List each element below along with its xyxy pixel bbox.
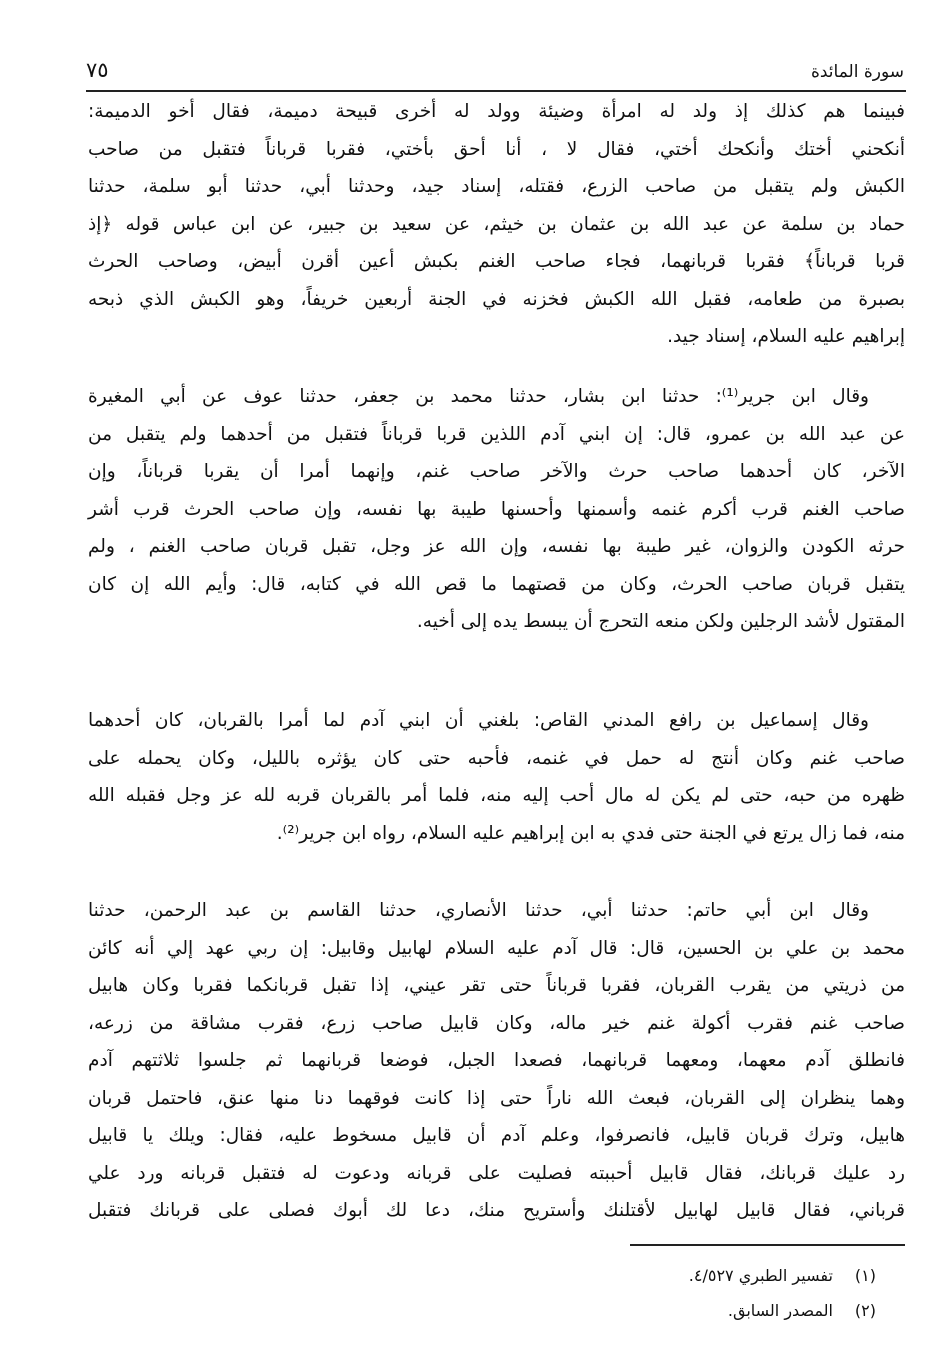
footnote-1	[689, 1266, 876, 1285]
footnote-text: تفسير الطبري ٤/٥٢٧.	[688, 1266, 833, 1285]
text-line: منه، فما زال يرتع في الجنة حتى فدي به ابن إبراهيم عليه السلام، رواه ابن جرير⁽²⁾.	[276, 822, 905, 844]
text-line: إبراهيم عليه السلام، إسناد جيد.	[667, 326, 905, 347]
text-line: قرباني، فقال قابيل لهابيل لأقتلنك وأستريح منك، دعا لك أبوك فصلى على قربانك فتقبل	[88, 1200, 905, 1221]
text-line: رد عليك قربانك، فقال قابيل أحببته فصليت على قربانه ودعوت له فتقبل قربانه ورد علي	[88, 1162, 905, 1184]
text-line: فانطلق آدم معهما، ومعهما قربانهما، فصعدا الجبل، فوضعا قربانهما ثم جلسوا ثلاثتهم آدم	[88, 1050, 905, 1071]
paragraph-1	[88, 93, 905, 356]
text-line: فبينما هم كذلك إذ ولد له امرأة وضيئة وولد له أخرى قبيحة دميمة، فقال أخو الدميمة:	[88, 101, 905, 122]
text-line: عن عبد الله بن عمرو، قال: إن ابني آدم اللذين قربا قرباناً فتقبل من أحدهما ولم يتقبل من	[88, 423, 905, 445]
page-number: ٧٥	[86, 58, 109, 82]
text-line: وقال ابن جرير⁽¹⁾: حدثنا ابن بشار، حدثنا محمد بن جعفر، حدثنا عوف عن أبي المغيرة	[88, 386, 869, 407]
text-line: أنكحني أختك وأنكحك أختي، فقال لا ، أنا أحق بأختي، فقربا قرباناً فتقبل من صاحب	[88, 138, 905, 160]
text-line: الكبش ولم يتقبل من صاحب الزرع، فقتله، إسناد جيد، وحدثنا أبي، حدثنا أبو سلمة، حدثنا	[88, 176, 905, 197]
text-line: من ذريتي من يقرب القربان، فقربا قرباناً حتى تقر عيني، إذا تقبل قربانكما فقربا وكان هابيل	[88, 975, 905, 996]
text-line: وهما ينظران إلى القربان، فبعث الله ناراً حتى إذا كانت فوقهما دنا منها عنق، فاحتمل قربان	[88, 1087, 905, 1109]
footnote-marker: (١)	[854, 1266, 876, 1285]
footnote-divider	[630, 1244, 905, 1246]
text-line: صاحب غنم فقرب أكولة غنم خير ماله، وكان قابيل صاحب زرع، فقرب مشاقة من زرعه،	[88, 1012, 905, 1034]
text-line: بصبرة من طعامه، فقبل الله الكبش فخزنه في الجنة أربعين خريفاً، وهو الكبش الذي ذبحه	[88, 288, 905, 310]
header-divider	[86, 90, 906, 92]
paragraph-2	[88, 378, 905, 641]
text-line: محمد بن علي بن الحسين، قال: قال آدم عليه السلام لهابيل وقابيل: إن ربي عهد إلي أنه كائن	[88, 937, 905, 959]
text-line: يتقبل قربان صاحب الحرث، وكان من قصتهما ما قص الله في كتابه، قال: وأيم الله إن كان	[88, 573, 905, 595]
paragraph-3	[88, 702, 905, 852]
text-line: الآخر، كان أحدهما صاحب حرث والآخر صاحب غنم، وإنهما أمرا أن يقربا قرباناً، وإن	[88, 461, 905, 482]
footnote-text: المصدر السابق.	[727, 1301, 833, 1320]
text-line: قربا قرباناً﴾ فقربا قربانهما، فجاء صاحب الغنم بكبش أعين أقرن أبيض، وصاحب الحرث	[88, 251, 905, 272]
footnote-marker: (٢)	[854, 1301, 876, 1320]
paragraph-4	[88, 892, 905, 1230]
text-line: صاحب الغنم قرب أكرم غنمه وأسمنها وأحسنها طيبة بها نفسه، وإن صاحب الحرث قرب أشر	[88, 498, 905, 520]
text-line: وقال إسماعيل بن رافع المدني القاص: بلغني أن ابني آدم لما أمرا بالقربان، كان أحدهما	[88, 710, 869, 731]
text-line: صاحب غنم وكان أنتج له حمل في غنمه، فأحبه حتى كان يؤثره بالليل، وكان يحمله على	[88, 747, 905, 769]
text-line: المقتول لأشد الرجلين ولكن منعه التحرج أن يبسط يده إلى أخيه.	[416, 611, 905, 632]
text-line: ظهره من حبه، حتى لم يكن له مال أحب إليه منه، فلما أمر بالقربان قربه لله عز وجل فقبله الله	[88, 785, 905, 806]
text-line: حرثه الكودن والزوان، غير طيبة بها نفسه، وإن الله عز وجل، تقبل قربان صاحب الغنم ، ولم	[88, 536, 905, 557]
text-line: حماد بن سلمة عن عبد الله بن عثمان بن خيثم، عن سعيد بن جبير، عن ابن عباس قوله ﴿إذ	[88, 213, 905, 235]
surah-title: سورة المائدة	[810, 62, 904, 82]
footnote-2	[728, 1301, 876, 1320]
text-line: وقال ابن أبي حاتم: حدثنا أبي، حدثنا الأنصاري، حدثنا القاسم بن عبد الرحمن، حدثنا	[88, 900, 869, 921]
text-line: هابيل، وترك قربان قابيل، فانصرفوا، وعلم آدم أن قابيل مسخوط عليه، فقال: ويلك يا قابيل	[88, 1125, 905, 1146]
